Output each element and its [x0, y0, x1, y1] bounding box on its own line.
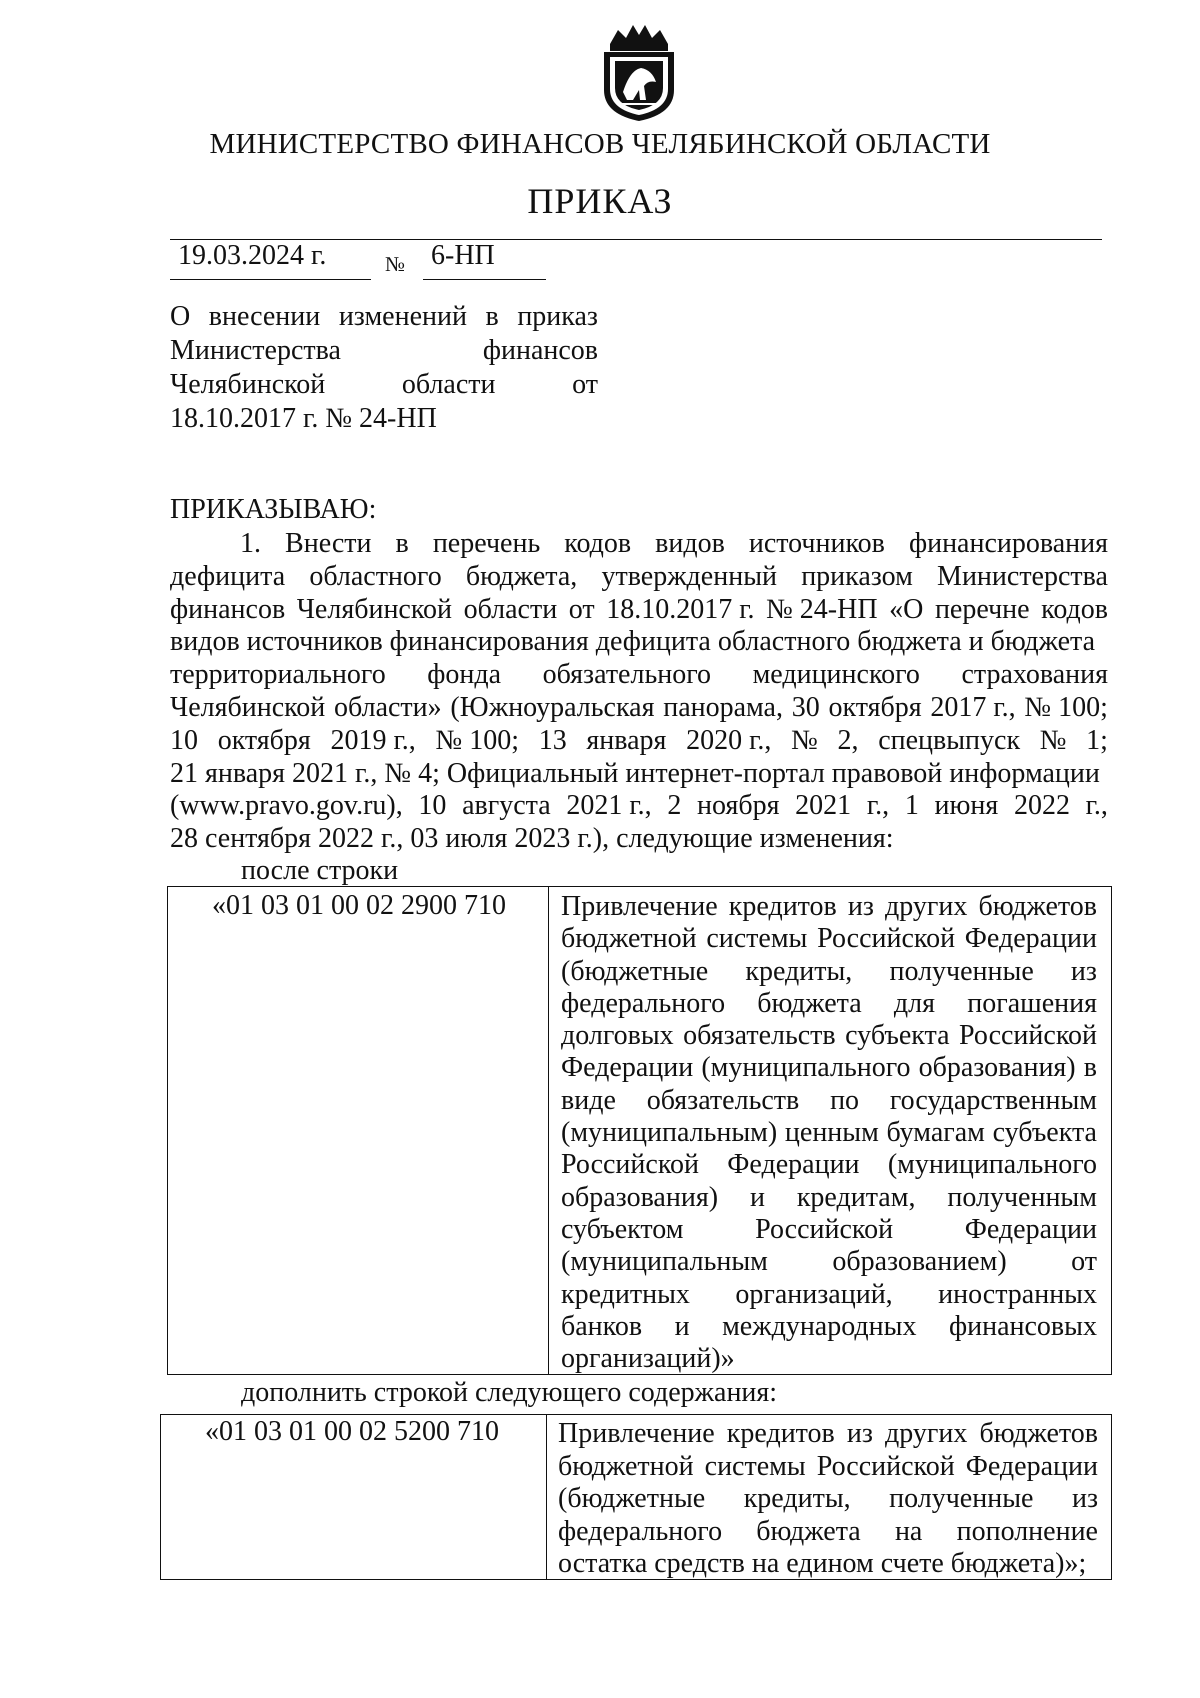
word: финансовых: [948, 1310, 1097, 1342]
text-line: [561, 1311, 1097, 1343]
text-line: [561, 1085, 1097, 1117]
word: бюджетов: [978, 891, 1097, 922]
word: организаций)»: [561, 1343, 735, 1375]
word: (бюджетные: [561, 955, 709, 987]
word: (Южноуральская: [450, 691, 655, 723]
table-code-cell: «01 03 01 00 02 5200 710: [205, 1416, 499, 1447]
word: октября: [828, 691, 922, 723]
word: приказом: [801, 560, 913, 592]
after-row-label: после строки: [241, 855, 399, 886]
word: пополнение: [956, 1515, 1098, 1547]
word: 2019 г.,: [330, 724, 416, 756]
text-line: [170, 594, 1108, 627]
word: июня: [934, 790, 999, 822]
word: января: [586, 724, 667, 756]
text-line: [561, 1149, 1097, 1181]
text-line: [558, 1516, 1098, 1549]
word: 13: [538, 724, 567, 756]
text-line: [561, 956, 1097, 988]
order-word: ПРИКАЗЫВАЮ:: [170, 494, 377, 525]
word: и: [749, 1181, 765, 1213]
word: (www.pravo.gov.ru),: [170, 790, 403, 822]
coat-of-arms-icon: [596, 20, 682, 124]
word: медицинского: [752, 659, 920, 691]
word: федерального: [558, 1515, 723, 1547]
text-line: [561, 1117, 1097, 1149]
word: других: [885, 891, 968, 922]
document-type: ПРИКАЗ: [527, 181, 673, 221]
word: обязательств: [646, 1084, 800, 1116]
word: кредитов: [728, 891, 837, 922]
document-title: [170, 300, 598, 436]
text-line: [170, 334, 598, 368]
word: фонда: [427, 659, 502, 691]
word: 1;: [1086, 724, 1108, 756]
number-underline: [423, 279, 546, 280]
word: государственным: [889, 1084, 1097, 1116]
word: (бюджетные: [558, 1483, 706, 1514]
word: Внести: [285, 528, 372, 559]
word: субъекта: [992, 1117, 1097, 1149]
word: субъекта: [845, 1020, 950, 1052]
word: Федерации: [964, 1213, 1097, 1245]
date-underline: [170, 279, 371, 280]
word: утвержденный: [601, 560, 777, 592]
word: бумагам: [886, 1117, 985, 1149]
word: из: [1070, 955, 1097, 987]
text-line: [561, 891, 1097, 923]
word: видов: [655, 528, 725, 559]
word: 2017 г.,: [930, 691, 1016, 723]
word: Российской: [959, 1020, 1097, 1052]
word: от: [572, 369, 598, 400]
body-paragraph: [170, 528, 1108, 856]
text-line: [561, 1279, 1097, 1311]
document-date: 19.03.2024 г.: [178, 240, 327, 271]
text-line: [558, 1418, 1098, 1451]
word: погашения: [967, 987, 1097, 1019]
word: по: [830, 1084, 860, 1116]
table-code-cell: «01 03 01 00 02 2900 710: [212, 890, 506, 921]
text-line: [170, 823, 1108, 856]
word: обязательств: [683, 1020, 836, 1052]
word: других: [885, 1418, 968, 1449]
word: бюджета,: [465, 560, 578, 592]
supplement-label: дополнить строкой следующего содержания:: [241, 1377, 778, 1408]
word: видов источников финансирования дефицита областного бюджета и бюджета: [170, 626, 1096, 658]
word: бюджетной: [558, 1450, 694, 1482]
word: Челябинской: [170, 691, 326, 723]
word: областного: [309, 560, 442, 592]
word: г.,: [866, 790, 890, 822]
word: области»: [334, 691, 442, 723]
word: Российской: [755, 1213, 894, 1245]
word: из: [846, 1418, 873, 1449]
word: из: [1071, 1483, 1098, 1514]
table-new-row: [160, 1414, 1112, 1580]
word: кодов: [564, 528, 632, 559]
word: Российской: [816, 1450, 955, 1482]
text-line: [170, 692, 1108, 725]
word: 28 сентября 2022 г., 03 июля 2023 г.), следующие изменения:: [170, 823, 894, 855]
word: 2021 г.,: [566, 790, 652, 822]
word: приказ: [517, 301, 598, 332]
word: полученные: [889, 955, 1034, 987]
word: Российской: [817, 923, 956, 955]
word: бюджетной: [561, 923, 697, 955]
word: ноября: [697, 790, 780, 822]
word: Российской: [561, 1149, 699, 1181]
word: г.,: [1085, 790, 1108, 822]
word: № 24-НП: [766, 593, 878, 625]
text-line: [170, 659, 1108, 692]
word: 18.10.2017 г. № 24-НП: [170, 403, 437, 434]
word: №: [791, 724, 818, 756]
word: 2020 г.,: [686, 724, 772, 756]
word: бюджета: [756, 1515, 861, 1547]
word: страхования: [961, 659, 1108, 691]
word: и: [674, 1310, 690, 1342]
text-line: [558, 1451, 1098, 1484]
word: Привлечение: [558, 1418, 715, 1449]
word: Привлечение: [561, 891, 718, 922]
word: системы: [704, 1450, 806, 1482]
word: №: [1039, 724, 1067, 756]
word: спецвыпуск: [878, 724, 1021, 756]
table-column-divider: [548, 887, 549, 1374]
word: Челябинской: [170, 369, 326, 400]
word: 10: [170, 724, 198, 756]
word: 2: [667, 790, 682, 822]
text-line: [170, 528, 1108, 561]
document-number: 6-НП: [431, 240, 495, 271]
word: 1.: [240, 528, 261, 559]
text-line: [561, 1246, 1097, 1278]
word: дефицита: [170, 560, 286, 592]
text-line: [170, 790, 1108, 823]
text-line: [558, 1483, 1098, 1516]
word: федерального: [561, 987, 726, 1019]
word: из: [847, 891, 874, 922]
word: Федерации: [965, 1450, 1098, 1482]
word: 2021: [795, 790, 852, 822]
word: кредитных: [561, 1278, 690, 1310]
table-description-cell: [561, 891, 1097, 1375]
word: в: [485, 301, 499, 332]
word: области: [463, 593, 558, 625]
word: кредитов: [726, 1418, 835, 1449]
word: обязательного: [542, 659, 711, 691]
table-existing-row: [167, 886, 1112, 1375]
table-description-cell: [558, 1418, 1098, 1581]
word: образованием): [832, 1246, 1007, 1278]
word: О: [170, 301, 191, 332]
word: изменений: [338, 301, 467, 332]
word: (муниципального: [887, 1149, 1097, 1181]
word: (муниципальным): [561, 1117, 778, 1149]
word: от: [568, 593, 595, 625]
word: Федерации: [964, 923, 1097, 955]
text-line: [170, 725, 1108, 758]
word: 2022: [1013, 790, 1070, 822]
word: внесении: [208, 301, 321, 332]
word: кодов: [1041, 593, 1108, 625]
text-line: [170, 561, 1108, 594]
word: 30: [791, 691, 820, 723]
word: для: [893, 987, 936, 1019]
word: Федерации: [561, 1052, 694, 1084]
word: долговых: [561, 1020, 674, 1052]
word: кредиты,: [745, 955, 853, 987]
word: панорама,: [663, 691, 783, 723]
word: финансов: [482, 335, 598, 366]
word: полученные: [889, 1483, 1034, 1514]
word: от: [1071, 1246, 1097, 1278]
word: 2,: [837, 724, 859, 756]
text-line: [561, 988, 1097, 1020]
word: остатка средств на едином счете бюджета)»;: [558, 1548, 1087, 1579]
word: 18.10.2017 г.: [606, 593, 755, 625]
word: Федерации: [727, 1149, 860, 1181]
word: октября: [217, 724, 311, 756]
word: № 100;: [435, 724, 519, 756]
word: перечне: [934, 593, 1030, 625]
word: № 100;: [1024, 691, 1108, 723]
word: перечень: [432, 528, 541, 559]
word: образования): [561, 1181, 719, 1213]
word: финансов: [170, 593, 286, 625]
text-line: [170, 300, 598, 334]
text-line: [170, 758, 1108, 791]
word: источников: [748, 528, 885, 559]
text-line: [561, 1343, 1097, 1375]
word: «О: [889, 593, 924, 625]
text-line: [561, 1214, 1097, 1246]
word: виде: [561, 1084, 616, 1116]
text-line: [561, 923, 1097, 955]
word: 10: [418, 790, 447, 822]
number-sign: №: [385, 252, 406, 276]
text-line: [561, 1020, 1097, 1052]
word: образования): [918, 1052, 1076, 1084]
word: иностранных: [938, 1278, 1097, 1310]
word: системы: [706, 923, 808, 955]
text-line: [561, 1182, 1097, 1214]
word: Министерства: [170, 335, 341, 366]
word: в: [1083, 1052, 1097, 1084]
word: (муниципальным: [561, 1246, 768, 1278]
word: Министерства: [937, 560, 1108, 592]
ministry-name: МИНИСТЕРСТВО ФИНАНСОВ ЧЕЛЯБИНСКОЙ ОБЛАСТИ: [209, 128, 991, 160]
word: бюджетов: [979, 1418, 1098, 1449]
word: организаций,: [735, 1278, 893, 1310]
word: субъектом: [561, 1213, 684, 1245]
word: полученным: [947, 1181, 1097, 1213]
word: ценным: [784, 1117, 879, 1149]
word: кредиты,: [743, 1483, 851, 1514]
word: (муниципального: [701, 1052, 911, 1084]
text-line: [558, 1548, 1098, 1581]
text-line: [170, 368, 598, 402]
word: банков: [561, 1310, 643, 1342]
word: международных: [722, 1310, 917, 1342]
text-line: [170, 626, 1108, 659]
word: на: [894, 1515, 923, 1547]
table-column-divider: [546, 1415, 547, 1579]
word: финансирования: [908, 528, 1108, 559]
word: августа: [462, 790, 551, 822]
text-line: [561, 1052, 1097, 1084]
word: области: [401, 369, 496, 400]
word: в: [395, 528, 409, 559]
word: Челябинской: [296, 593, 453, 625]
text-line: [170, 402, 598, 436]
word: бюджета: [757, 987, 862, 1019]
word: 21 января 2021 г., № 4; Официальный интернет-портал правовой информации: [170, 757, 1100, 789]
word: кредитам,: [796, 1181, 916, 1213]
word: территориального: [170, 659, 386, 691]
word: 1: [904, 790, 919, 822]
